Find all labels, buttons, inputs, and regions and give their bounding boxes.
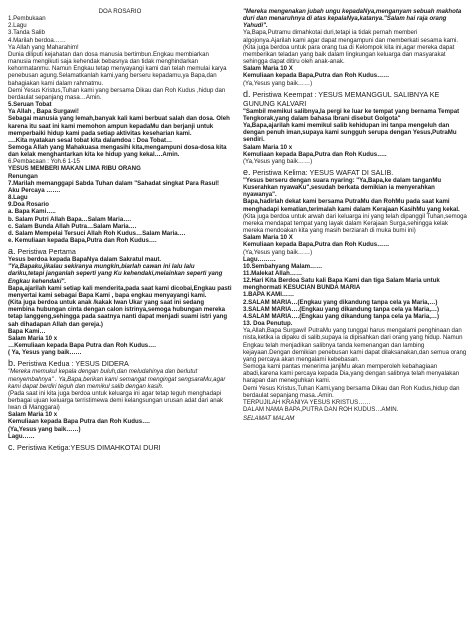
hail-mary: Salam Maria 10 x [8, 411, 58, 419]
scripture-quote: "Yesus berseru dengan suara nyaring: "Ya,Bapa,ke dalam tanganMu Kuserahkan nyawaKu",sesudah berkata demikian ia menyerahkan nyawanya". [243, 176, 442, 199]
response: (Ya,Yesus yang baik……) [243, 79, 313, 87]
intention: (Pada saat ini kita juga berdoa untuk keluarga ini agar tetap teguh menghadapi berbagai ujuan keluarga terristimewa demi kelangsungan urusan adat dari anak Iwan di Manggarai) [8, 389, 224, 412]
mystery-heading [243, 90, 467, 108]
closing-heading: 13. Doa Penutup. [243, 320, 293, 328]
rosary-item: a. Bapa Kami….. [8, 208, 56, 216]
mystery-prayer: Ya,Bapa,ajarilah kami memikul salib kehidupan ini tanpa mengeluh dan dengan penuh iman,supaya kami sungguh serupa dengan Yesus,PutraMu sendiri. [243, 122, 457, 144]
scripture-quote: "Ya,Bapaku,jikalau sekiranya mungkin,biarlah cawan ini lalu lalu dariku,tetapi janganlah seperti yang Ku kehendaki,melainkan seperti yang Engkau kehendaki". [8, 263, 223, 285]
absolution: Semoga Allah yang Mahakuasa mengasihi kita,mengampuni dosa-dosa kita dan kelak menghantarkan kita ke hidup yang kekal….Amin. [8, 143, 227, 159]
closing-prayer: Demi Yesus Kristus,Tuhan Kami,yang bersama Dikau dan Roh Kudus,hidup dan berdaulat sepanjang masa..Amin. [243, 384, 460, 399]
mystery-title: Peristiwa Ketiga:YESUS DIMAHKOTAI DURI [17, 442, 161, 452]
mystery-title: Peristiwa Pertama [17, 247, 76, 257]
reflection-label: Renungan [8, 172, 38, 180]
closing-prayer: Ya,Allah,Bapa Surgawi! PutraMu yang tunggal harus mengalami penghinaan dan nista,ketika ia dipaku di salib,supaya ia dipisahkan dari orang yang hidup. Namun Engkau telah menjadikan salibnya tanda kemenangan dan lambing kejayaan.Dengan demikian penebusan kami dapat dilaksanakan,dan semua orang yang percaya akan mengalami kebebasan. [243, 327, 467, 363]
purity-item: 2.SALAM MARIA…(Engkau yang dikandung tanpa cela ya Maria,…) [243, 298, 438, 306]
mystery-heading [8, 247, 232, 256]
response: ( Ya, Yesus yang baik…… [8, 349, 82, 357]
purity-item: 3.SALAM MARIA….(Engkau yang dikandung tanpa cela ya Maria,…) [243, 305, 440, 313]
closing-prayer: Semoga kami pantas menerima janjiMu akan memperoleh kebahagiaan abadi,karena kami percaya kepada Dia,yang dengan salibnya telah menyalakan harapan dan meneguhkan kami. [243, 363, 460, 385]
our-father: Bapa Kami… [8, 327, 46, 335]
opening-prayer-close: Demi Yesus Kristus,Tuhan kami yang bersama Dikau dan Roh Kudus ,hidup dan berdaulat sepanjang masa…Amin. [8, 86, 226, 101]
step-opening: 1.Pembukaan [8, 15, 46, 23]
scripture-quote: "Mereka mengenakan jubah ungu kepadaNya,menganyam sebuah makhota duri dan menaruhnya di atas kepalaNya,katanya."Salam hai raja orang Yahudi". [243, 8, 462, 30]
document-title: DOA ROSARIO [98, 8, 142, 15]
creed-label: Aku Percaya ……. [8, 186, 61, 194]
repentance-text: Sebagai manusia yang lemah,banyak kali kami berbuat salah dan dosa. Oleh karena itu saat ini kami memohon ampun kepadaMu dan berjanji untuk memperbaiki hidup kami pada setiap aktivitas keseharian kami. [8, 115, 230, 137]
mystery-summary: Yesus berdoa kepada BapaNya dalam Sakratul maut. [8, 256, 162, 264]
scripture-quote: "Sambil memikul salibnya,Ia pergi ke luar ke tempat yang bernama Tempat Tengkorak,yang dalam bahasa Ibrani disebut Golgota" [243, 107, 460, 122]
mystery-marker: c. [8, 441, 16, 452]
repentance-heading: 5.Seruan Tobat [8, 101, 52, 109]
step-sign-of-cross: 3.Tanda Salib [8, 29, 45, 37]
left-column [8, 8, 232, 452]
mystery-prayer: Ya,Bapa,Putramu dimahkotai duri,tetapi ia tidak pernah memberi algojonya.Ajarilah kami agar dapat mengampuni dan memberkati sesama kami. [243, 29, 459, 44]
repentance-invocation: Ya Allah , Bapa Surgawi! [8, 108, 79, 116]
mystery-heading [243, 168, 467, 177]
mystery-marker: d. [243, 88, 251, 99]
right-column [243, 8, 467, 422]
purity-devotion: 12.Hari Kita Berdoa Satu kali Bapa Kami dan tiga Salam Maria untuk menghormati KESUCIAN BUNDA MARIA [243, 277, 440, 292]
repentance-act: ….Kita nyatakan sesal tobat kita dalamdoa : Doa Tobat… [8, 136, 173, 144]
creed-invite: 7.Marilah memanggapi Sabda Tuhan dalam "Sahadat singkat Para Rasul! [8, 179, 220, 187]
mystery-marker: a. [8, 246, 16, 257]
rosary-item: e. Kemuliaan kepada Bapa,Putra dan Roh Kudus…. [8, 237, 157, 244]
mystery-heading [8, 359, 232, 368]
glory-be: Kemuliaan kepada Bapa,Putra dan Roh Kudus….. [243, 150, 387, 158]
song-label: Lagu……… [243, 255, 276, 263]
sign-of-cross-closing: DALAM NAMA BAPA,PUTRA DAN ROH KUDUS…AMIN. [243, 405, 399, 413]
evening-prayer: 10.Sembahyang Malam…… [243, 262, 323, 270]
mystery-title: Peristiwa Keempat : YESUS MEMANGGUL SALIBNYA KE GUNUNG KALVARI [243, 89, 440, 108]
reading-title: YESUS MEMBERI MAKAN LIMA RIBU ORANG [8, 165, 141, 173]
intention: (Kita juga berdoa untuk arwah dari keluarga ini yang telah dipanggil Tuhan,semoga mereka mendapat tempat yang layak dalam Kerajaan Surga,sehingga kelak mereka mendoakan kita yang masih berziarah di muka bumi ini) [243, 212, 467, 235]
purity-item: 4.SALAM MARIA….(Engkau yang dikandung tanpa cela ya Maria,…) [243, 312, 440, 320]
response: (Ya,Yesus yang baik……) [243, 157, 313, 165]
rosary-item: d. Salam Mempelai Tersuci Allah Roh Kudus…Salam Maria…. [8, 229, 186, 237]
purity-item: 1.BAPA KAMI…… [243, 291, 295, 299]
mystery-marker: b. [8, 358, 16, 369]
intention: (Kita juga berdoa untuk anak /kakak Iwan Ukar yang saat ini sedang membina hubungan cinta dengan calon istrinya,semoga hubungan mereka tetap langgeng,sehingga pada saatnya nanti dapat menjadi suami istri yang sah dihadapan Allah dan gereja.) [8, 299, 228, 328]
opening-prayer: Dunia diliputi kejahatan dan dosa manusia bertimbun.Engkau membiarkan manusia mengikuti saja kehendak bebasnya dan tidak menghindarkan kehormatanmu. Namun Engkau tetap menyayangi kami dan telah memulai karya penebusan agung.Selamatkanlah kami,yang berseru kepadamu,ya Bapa,dan bahagiakan kami dalam rahmatmu. [8, 50, 227, 87]
rosary-item: c. Salam Bunda Allah Putra…Salam Maria…. [8, 222, 137, 230]
mystery-prayer: Bapa,hadirlah dekat kami bersama PutraMu dan RohMu pada saat kami menghadapi kematian,terimalah kami dalam Kerajaan KasihMu yang kekal. [243, 198, 460, 213]
hail-mary: Salam Maria 10 X [243, 65, 293, 73]
scripture-quote: "Mereka memukul kepala dengan buluh,dan meludahinya dan berlutut menyembahnya" . Ya,Bapa,berikan kami semangat mengingat sengsaraMu,agar kami dapat berdiri teguh dan memikul salib dengan kasih. [8, 368, 226, 390]
hail-mary: Salam Maria 10 x [243, 143, 293, 151]
glory-be: Kemuliaan kepada Bapa Putra dan Roh Kudus…. [8, 418, 150, 426]
rosary-item: b. Salam Putri Allah Bapa…Salam Maria…. [8, 215, 132, 223]
mystery-heading [8, 443, 232, 452]
intention: (Kita juga berdoa untuk para orang tua di Kelompok kita ini,agar mereka dapat memberikan teladan yang baik dalam lingkungan keluarga dan masyarakat sehingga dapat ditiru oleh anak-anak. [243, 43, 455, 66]
rosary-heading: 9.Doa Rosario [8, 201, 49, 209]
invocation: Ya Allah yang Maharahim! [8, 43, 79, 51]
song-label: Lagu…… [8, 432, 35, 440]
song-label: 8.Lagu [8, 194, 28, 202]
mystery-title: Peristiwa Kedua : YESUS DIDERA [17, 359, 129, 369]
response: (Ya,Yesus yang baik……) [8, 425, 81, 433]
acclamation: TERPUJILAH KRANIYA YESUS KRISTUS…… [243, 398, 371, 406]
hail-mary: Salam Maria 10 X [243, 234, 293, 242]
mystery-title: Peristiwa Kelima: YESUS WAFAT DI SALIB. [252, 167, 394, 177]
hail-mary: Salam Maria 10 x [8, 334, 58, 342]
angelus: 11.Malekat Allah…… [243, 270, 303, 277]
glory-be: …Kemuliaan kepada Bapa Putra dan Roh Kudus…. [8, 342, 156, 350]
mystery-prayer: Bapa,ajarilah kami setiap kali menderita,pada saat kami dicobai,Engkau pasti menyertai kami sebagai Bapa Kami , bapa engkau menyayangi kami. [8, 284, 232, 299]
mystery-marker: e. [243, 166, 251, 177]
response: (Ya,Yesus yang baik……) [243, 248, 313, 256]
step-song: 2.Lagu [8, 22, 27, 30]
glory-be: Kemuliaan kepada Bapa,Putra dan Roh Kudus…… [243, 241, 390, 249]
step-pray: 4.Marilah berdoa…… [8, 36, 66, 44]
glory-be: Kemuliaan kepada Bapa,Putra dan Roh Kudus…… [243, 72, 390, 80]
reading-heading: 6.Pembacaan : Yoh.6 1-15 [8, 158, 80, 166]
good-night: SELAMAT MALAM [243, 415, 295, 423]
